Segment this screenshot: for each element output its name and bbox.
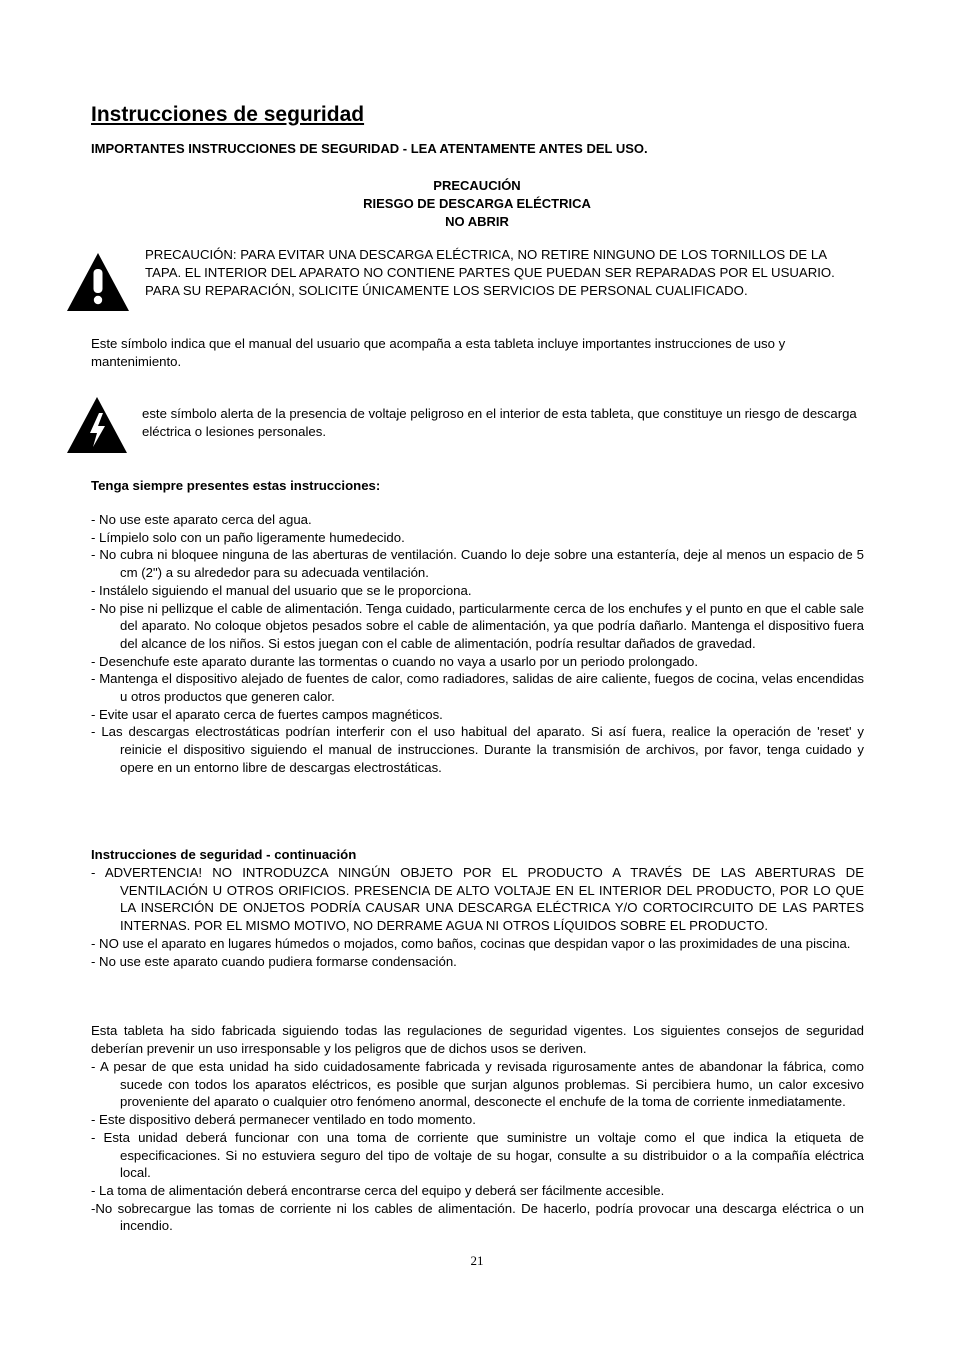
- list-item: - No use este aparato cuando pudiera formarse condensación.: [91, 953, 457, 969]
- list-item: - No pise ni pellizque el cable de alimentación. Tenga cuidado, particularmente cerca de los enchufes y el punto en que el cable sale del aparato. No coloque objetos pesados sobre el cable de alimentación, ya que podría dañarlo. Mantenga el dispositivo fuera del alcance de los niños. Si estos juegan con el cable de alimentación, podría resultar dañados de gravedad.: [91, 600, 864, 651]
- voltage-symbol-text: este símbolo alerta de la presencia de voltaje peligroso en el interior de esta tableta, que constituye un riesgo de descarga eléctrica o lesiones personales.: [142, 406, 857, 439]
- continued-heading: Instrucciones de seguridad - continuación: [91, 847, 357, 862]
- list-item: - No use este aparato cerca del agua.: [91, 512, 312, 527]
- list-item: - Desenchufe este aparato durante las tormentas o cuando no vaya a usarlo por un periodo prolongado.: [91, 653, 699, 669]
- list-item: - Mantenga el dispositivo alejado de fuentes de calor, como radiadores, salidas de aire caliente, fuegos de cocina, velas encendidas u otros productos que generen calor.: [91, 671, 864, 705]
- list-item: -No sobrecargue las tomas de corriente ni los cables de alimentación. De hacerlo, podría provocar una descarga eléctrica o un incendio.: [91, 1200, 864, 1234]
- manual-symbol-text: Este símbolo indica que el manual del usuario que acompaña a esta tableta incluye importantes instrucciones de uso y mantenimiento.: [91, 336, 786, 369]
- list-item: - No cubra ni bloquee ninguna de las aberturas de ventilación. Cuando lo deje sobre una estantería, deje al menos un espacio de 5 cm (2") a su alrededor para su adecuada ventilación.: [91, 547, 864, 581]
- list-item: - A pesar de que esta unidad ha sido cuidadosamente fabricada y revisada rigurosamente antes de abandonar la fábrica, como sucede con todos los aparatos eléctricos, es posible que surjan algunos problemas. Si percibiera humo, un calor excesivo proveniente del aparato o cualquier otro fenómeno anormal, desconecte el enchufe de la toma de corriente inmediatamente.: [91, 1059, 864, 1110]
- caution-line: PRECAUCIÓN: [433, 178, 521, 193]
- list-item: - Límpielo solo con un paño ligeramente humedecido.: [91, 529, 405, 545]
- regulations-paragraph: Esta tableta ha sido fabricada siguiendo todas las regulaciones de seguridad vigentes. Los siguientes consejos de seguridad deberían prevenir un uso irresponsable y los peligros que de dichos usos se deriven.: [91, 1023, 864, 1056]
- list-item: - NO use el aparato en lugares húmedos o mojados, como baños, cocinas que despidan vapor o las proximidades de una piscina.: [91, 935, 851, 951]
- warning-exclamation-icon: [65, 251, 131, 313]
- caution-label: [91, 177, 863, 231]
- keep-instructions-list: [91, 511, 864, 777]
- regulations-list: [91, 1058, 864, 1235]
- list-item: - Este dispositivo deberá permanecer ventilado en todo momento.: [91, 1112, 476, 1128]
- page-number: 21: [470, 1253, 484, 1268]
- list-item: - La toma de alimentación deberá encontrarse cerca del equipo y deberá ser fácilmente accesible.: [91, 1182, 665, 1198]
- page-title: Instrucciones de seguridad: [91, 103, 365, 126]
- list-item: - Esta unidad deberá funcionar con una toma de corriente que suministre un voltaje como el que indica la etiqueta de especificaciones. Si no estuviera seguro del tipo de voltaje de su hogar, consulte a su distribuidor o a la compañía eléctrica local.: [91, 1129, 864, 1181]
- keep-instructions-heading: Tenga siempre presentes estas instrucciones:: [91, 478, 381, 493]
- list-item: - ADVERTENCIA! NO INTRODUZCA NINGÚN OBJETO POR EL PRODUCTO A TRAVÉS DE LAS ABERTURAS DE VENTILACIÓN U OTROS ORIFICIOS. PRESENCIA DE ALTO VOLTAJE EN EL INTERIOR DEL PRODUCTO, POR LO QUE LA INSERCIÓN DE ONJETOS PODRÍA CAUSAR UNA DESCARGA ELÉCTRICA Y/O CORTOCIRCUITO DE LAS PARTES INTERNAS. POR EL MISMO MOTIVO, NO DERRAME AGUA NI OTROS LÍQUIDOS SOBRE EL PRODUCTO.: [91, 865, 864, 934]
- caution-line: NO ABRIR: [445, 214, 509, 229]
- lightning-bolt-icon: [65, 395, 129, 455]
- list-item: - Evite usar el aparato cerca de fuertes campos magnéticos.: [91, 706, 443, 722]
- caution-warning-text: PRECAUCIÓN: PARA EVITAR UNA DESCARGA ELÉCTRICA, NO RETIRE NINGUNO DE LOS TORNILLOS DE LA TAPA. EL INTERIOR DEL APARATO NO CONTIENE PARTES QUE PUEDAN SER REPARADAS POR EL USUARIO. PARA SU REPARACIÓN, SOLICITE ÚNICAMENTE LOS SERVICIOS DE PERSONAL CUALIFICADO.: [145, 247, 835, 298]
- list-item: - Las descargas electrostáticas podrían interferir con el uso habitual del aparato. Si así fuera, realice la operación de 'reset' y reinicie el dispositivo siguiendo el manual de instrucciones. Durante la transmisión de archivos, por favor, tenga cuidado y opere en un entorno libre de descargas electrostáticas.: [91, 724, 864, 775]
- continued-list: [91, 864, 864, 970]
- safety-subtitle: IMPORTANTES INSTRUCCIONES DE SEGURIDAD - LEA ATENTAMENTE ANTES DEL USO.: [91, 141, 648, 156]
- caution-line: RIESGO DE DESCARGA ELÉCTRICA: [363, 196, 591, 211]
- list-item: - Instálelo siguiendo el manual del usuario que se le proporciona.: [91, 582, 472, 598]
